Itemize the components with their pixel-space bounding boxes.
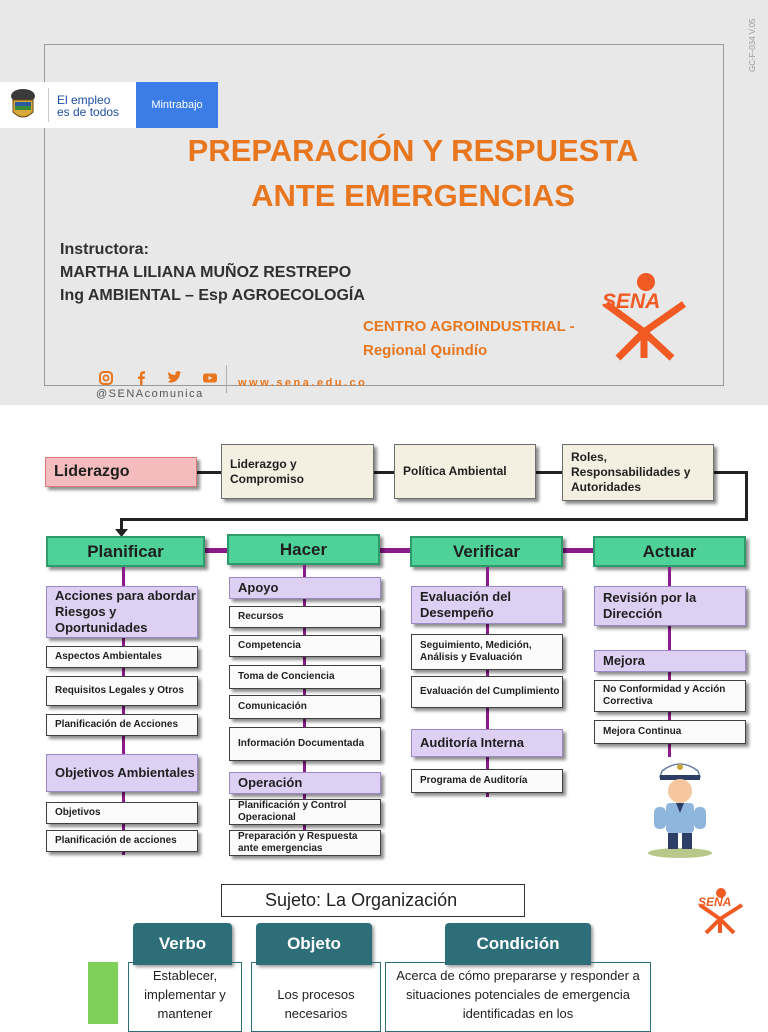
sena-logo-small-text: SENA — [698, 895, 732, 909]
planificar-item: Planificación de acciones — [46, 830, 198, 852]
instructor-title: Ing AMBIENTAL – Esp AGROECOLOGÍA — [60, 287, 365, 304]
instructor-name: MARTHA LILIANA MUÑOZ RESTREPO — [60, 264, 352, 281]
compromiso-box: Liderazgo y Compromiso — [221, 444, 374, 499]
verificar-group1: Evaluación del Desempeño — [411, 586, 563, 624]
social-divider — [226, 365, 227, 393]
phase-hacer: Hacer — [227, 534, 380, 565]
connector — [745, 471, 748, 521]
hacer-item: Planificación y Control Operacional — [229, 799, 381, 825]
connector — [714, 471, 748, 474]
phase-planificar: Planificar — [46, 536, 205, 567]
facebook-icon[interactable] — [133, 370, 149, 386]
planificar-item: Requisitos Legales y Otros — [46, 676, 198, 706]
website-link[interactable]: www.sena.edu.co — [238, 377, 368, 389]
document-code: GC-F-034 V.05 — [748, 18, 757, 72]
actuar-group2: Mejora — [594, 650, 746, 672]
connector — [197, 471, 221, 474]
gov-slogan: El empleo es de todos — [57, 93, 120, 119]
phase-verificar: Verificar — [410, 536, 563, 567]
verificar-item: Seguimiento, Medición, Análisis y Evaluación — [411, 634, 563, 670]
header-objeto: Objeto — [256, 923, 372, 965]
header-verbo: Verbo — [133, 923, 232, 965]
centro-region: Regional Quindío — [363, 342, 488, 359]
roles-box: Roles, Responsabilidades y Autoridades — [562, 444, 714, 501]
planificar-item: Planificación de Acciones — [46, 714, 198, 736]
condicion-text: Acerca de cómo prepararse y responder a situaciones potenciales de emergencia identificadas en los — [385, 962, 651, 1032]
actuar-group1: Revisión por la Dirección — [594, 586, 746, 626]
social-handle: @SENAcomunica — [96, 388, 204, 400]
sena-logo-icon — [598, 270, 692, 362]
planificar-item: Aspectos Ambientales — [46, 646, 198, 668]
objeto-text: Los procesos necesarios — [251, 962, 381, 1032]
phase-connector — [205, 548, 227, 553]
planificar-group1: Acciones para abordar Riesgos y Oportunidades — [46, 586, 198, 638]
politica-box: Política Ambiental — [394, 444, 536, 499]
twitter-icon[interactable] — [167, 370, 183, 386]
phase-actuar: Actuar — [593, 536, 746, 567]
sena-logo-small — [696, 887, 746, 935]
sena-logo-text: SENA — [602, 290, 661, 313]
verificar-item: Programa de Auditoría — [411, 769, 563, 793]
sena-logo — [598, 270, 692, 362]
verificar-group2: Auditoría Interna — [411, 729, 563, 757]
subject-box: Sujeto: La Organización — [221, 884, 525, 917]
banner-divider — [48, 88, 49, 122]
connector — [536, 471, 562, 474]
centro-name: CENTRO AGROINDUSTRIAL - — [363, 318, 575, 335]
slide-title-line1: PREPARACIÓN Y RESPUESTA — [187, 133, 639, 168]
actuar-item: Mejora Continua — [594, 720, 746, 744]
connector — [120, 518, 748, 521]
title-slide — [0, 0, 768, 405]
header-condicion: Condición — [445, 923, 591, 965]
planificar-item: Objetivos — [46, 802, 198, 824]
liderazgo-box: Liderazgo — [45, 457, 197, 487]
phase-connector — [563, 548, 593, 553]
hacer-item: Comunicación — [229, 695, 381, 719]
green-bar — [88, 962, 118, 1024]
verbo-text: Establecer, implementar y mantener — [128, 962, 242, 1032]
planificar-group2: Objetivos Ambientales — [46, 754, 198, 792]
connector — [374, 471, 394, 474]
hacer-item: Toma de Conciencia — [229, 665, 381, 689]
hacer-item: Información Documentada — [229, 727, 381, 761]
colombia-coat-of-arms-icon — [6, 86, 40, 124]
mascot-illustration-icon — [640, 755, 720, 859]
analysis-slide — [0, 865, 768, 1024]
youtube-icon[interactable] — [202, 370, 218, 386]
verificar-item: Evaluación del Cumplimiento — [411, 676, 563, 708]
hacer-group2: Operación — [229, 772, 381, 794]
ministry-label: Mintrabajo — [136, 82, 218, 128]
hacer-item: Competencia — [229, 635, 381, 657]
hacer-group1: Apoyo — [229, 577, 381, 599]
hacer-item: Recursos — [229, 606, 381, 628]
slide-title-line2: ANTE EMERGENCIAS — [251, 178, 575, 213]
instagram-icon[interactable] — [98, 370, 114, 386]
phase-connector — [380, 548, 410, 553]
pdca-diagram-slide — [0, 433, 768, 863]
hacer-item: Preparación y Respuesta ante emergencias — [229, 830, 381, 856]
actuar-item: No Conformidad y Acción Correctiva — [594, 680, 746, 712]
instructor-label: Instructora: — [60, 241, 149, 258]
